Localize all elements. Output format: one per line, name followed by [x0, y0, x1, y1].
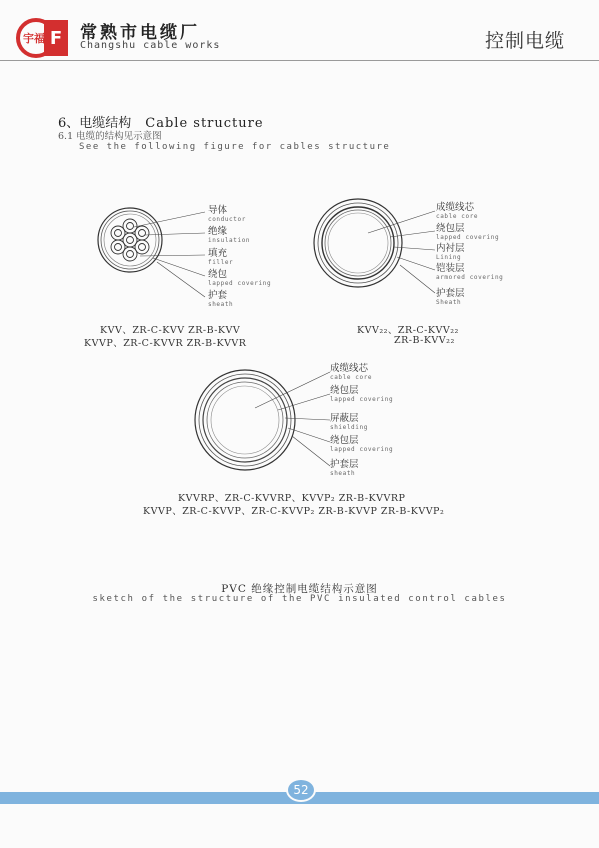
- diagram1-label-4: 绕包 lapped covering: [208, 269, 272, 287]
- section-subtitle-cn: 6.1 电缆的结构见示意图: [58, 131, 162, 142]
- diagram3-model-line-2: KVVP、ZR-C-KVVP、ZR-C-KVVP₂ ZR-B-KVVP ZR-B-KVVP₂: [143, 506, 445, 517]
- brand-name-en: Changshu cable works: [80, 40, 221, 51]
- figure-caption-en: sketch of the structure of the PVC insulated control cables: [92, 594, 507, 604]
- diagram2-label-2: 绕包层 lapped covering: [436, 223, 500, 241]
- diagram2-label-1: 成缆线芯 cable core: [436, 202, 479, 220]
- page-number: 52: [286, 778, 316, 802]
- diagram1-model-line-2: KVVP、ZR-C-KVVR ZR-B-KVVR: [84, 338, 247, 349]
- diagram2-label-3: 内衬层 Lining: [436, 243, 465, 261]
- svg-text:F: F: [49, 28, 63, 49]
- diagram2-label-4: 铠装层 armored covering: [436, 263, 504, 281]
- diagram3-label-1: 成缆线芯 cable core: [330, 363, 373, 381]
- section-title-cn: 6、电缆结构: [58, 116, 132, 131]
- header-divider: [0, 60, 599, 61]
- diagram-kvv-cross-section: [95, 200, 210, 310]
- diagram1-label-2: 绝缘 insulation: [208, 226, 251, 244]
- diagram3-label-2: 绕包层 lapped covering: [330, 385, 394, 403]
- diagram3-label-3: 屏蔽层 shielding: [330, 413, 368, 431]
- company-logo: [14, 16, 70, 60]
- section-title-en: Cable structure: [145, 116, 264, 131]
- diagram-kvvp-cross-section: [190, 368, 335, 483]
- diagram3-model-line-1: KVVRP、ZR-C-KVVRP、KVVP₂ ZR-B-KVVRP: [178, 493, 406, 504]
- section-subtitle-en: See the following figure for cables structure: [79, 142, 391, 152]
- diagram1-label-5: 护套 sheath: [208, 290, 234, 308]
- diagram1-model-line-1: KVV、ZR-C-KVV ZR-B-KVV: [100, 325, 241, 336]
- diagram-kvv22-cross-section: [310, 195, 440, 305]
- diagram1-label-3: 填充 filler: [208, 248, 234, 266]
- diagram3-label-5: 护套层 sheath: [330, 459, 359, 477]
- logo-text: 宇福: [23, 32, 45, 45]
- page-title: 控制电缆: [484, 30, 565, 52]
- figure-caption-cn: PVC 绝缘控制电缆结构示意图: [221, 583, 378, 595]
- diagram3-label-4: 绕包层 lapped covering: [330, 435, 394, 453]
- diagram2-model-line-1: KVV₂₂、ZR-C-KVV₂₂: [357, 325, 459, 336]
- diagram2-label-5: 护套层 Sheath: [436, 288, 465, 306]
- diagram1-label-1: 导体 conductor: [208, 205, 246, 223]
- brand-name-cn: 常熟市电缆厂: [80, 23, 200, 43]
- diagram2-model-line-2: ZR-B-KVV₂₂: [394, 335, 455, 346]
